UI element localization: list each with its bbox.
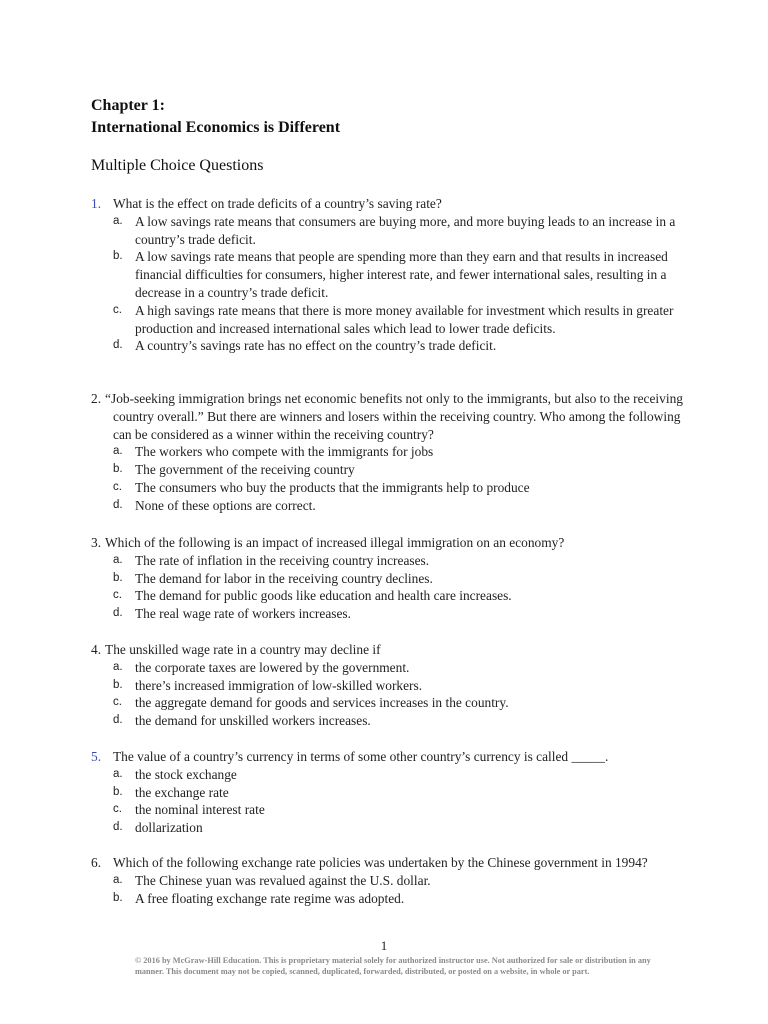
question-5 <box>91 748 691 837</box>
option-d <box>91 819 691 837</box>
option-text: The workers who compete with the immigrants for jobs <box>135 444 434 460</box>
option-list <box>91 659 691 730</box>
option-text: The rate of inflation in the receiving country increases. <box>135 552 430 568</box>
option-text: dollarization <box>135 820 203 836</box>
option-d <box>91 497 691 515</box>
option-letter: c. <box>113 480 122 493</box>
option-letter: d. <box>113 821 123 834</box>
option-text: the demand for unskilled workers increases. <box>135 713 371 729</box>
option-b <box>91 784 691 802</box>
page-number: 1 <box>380 938 388 953</box>
option-text: A low savings rate means that consumers are buying more, and more buying leads to an increase in a country’s trade deficit. <box>135 213 676 247</box>
option-text: The demand for public goods like education and health care increases. <box>135 588 512 604</box>
option-letter: c. <box>113 589 122 602</box>
option-letter: d. <box>113 714 123 727</box>
chapter-number: Chapter 1: <box>91 97 165 114</box>
option-text: there’s increased immigration of low-skilled workers. <box>135 677 423 693</box>
question-number: 3. <box>91 535 102 550</box>
option-letter: b. <box>113 891 123 904</box>
question-stem: The value of a country’s currency in terms of some other country’s currency is called _____. <box>113 749 609 764</box>
section-title: Multiple Choice Questions <box>91 157 264 174</box>
question-number: 5. <box>91 749 102 764</box>
question-number: 4. <box>91 642 102 657</box>
option-letter: a. <box>113 214 123 227</box>
option-text: The consumers who buy the products that the immigrants help to produce <box>135 479 530 495</box>
option-text: A high savings rate means that there is more money available for investment which results in greater production and increased international sales which lead to lower trade deficits. <box>135 302 674 336</box>
option-text: The demand for labor in the receiving country declines. <box>135 570 433 586</box>
option-letter: b. <box>113 463 123 476</box>
question-stem: “Job-seeking immigration brings net economic benefits not only to the immigrants, but also to the receiving country overall.” But there are winners and losers within the receiving country. Who among the following can be considered as a winner within the receiving country? <box>105 391 683 442</box>
question-stem: Which of the following exchange rate policies was undertaken by the Chinese government in 1994? <box>113 855 648 870</box>
option-letter: d. <box>113 607 123 620</box>
option-a <box>91 872 691 890</box>
question-6 <box>91 854 691 907</box>
option-letter: c. <box>113 303 122 316</box>
option-list <box>91 443 691 514</box>
option-a <box>91 213 691 249</box>
option-c <box>91 302 691 338</box>
option-letter: b. <box>113 785 123 798</box>
question-3 <box>91 534 691 623</box>
option-c <box>91 694 691 712</box>
option-list <box>91 213 691 355</box>
option-text: None of these options are correct. <box>135 497 316 513</box>
chapter-title: International Economics is Different <box>91 119 341 136</box>
option-list <box>91 766 691 837</box>
option-b <box>91 570 691 588</box>
option-letter: d. <box>113 498 123 511</box>
question-4 <box>91 641 691 730</box>
option-letter: c. <box>113 803 122 816</box>
option-a <box>91 659 691 677</box>
option-letter: b. <box>113 250 123 263</box>
option-text: A country’s savings rate has no effect on the country’s trade deficit. <box>135 338 497 354</box>
option-b <box>91 461 691 479</box>
option-text: the aggregate demand for goods and services increases in the country. <box>135 695 509 711</box>
option-text: the exchange rate <box>135 784 229 800</box>
option-text: The real wage rate of workers increases. <box>135 606 351 622</box>
option-text: A free floating exchange rate regime was adopted. <box>135 890 405 906</box>
option-list <box>91 552 691 623</box>
option-c <box>91 587 691 605</box>
option-text: The government of the receiving country <box>135 462 355 478</box>
option-letter: a. <box>113 445 123 458</box>
option-text: The Chinese yuan was revalued against the U.S. dollar. <box>135 872 431 888</box>
option-letter: a. <box>113 660 123 673</box>
option-a <box>91 443 691 461</box>
option-a <box>91 552 691 570</box>
option-a <box>91 766 691 784</box>
option-letter: b. <box>113 678 123 691</box>
question-number: 2. <box>91 391 102 406</box>
question-number: 1. <box>91 196 102 211</box>
option-letter: a. <box>113 767 123 780</box>
copyright-notice: © 2016 by McGraw-Hill Education. This is proprietary material solely for authorized instructor use. Not authorized for sale or distribution in any manner. This document may not be copied, scanned, duplicated, forwarded, distributed, or posted on a website, in whole or part. <box>135 956 651 976</box>
option-letter: c. <box>113 696 122 709</box>
option-list <box>91 872 691 908</box>
option-text: A low savings rate means that people are spending more than they earn and that results in increased financial difficulties for consumers, higher interest rate, and fewer international sales, resulting in a decrease in a country’s trade deficit. <box>135 249 668 300</box>
option-letter: a. <box>113 873 123 886</box>
option-text: the nominal interest rate <box>135 802 265 818</box>
option-c <box>91 801 691 819</box>
option-c <box>91 479 691 497</box>
option-text: the corporate taxes are lowered by the government. <box>135 659 410 675</box>
option-b <box>91 677 691 695</box>
option-letter: d. <box>113 339 123 352</box>
option-d <box>91 605 691 623</box>
question-1 <box>91 195 691 355</box>
option-text: the stock exchange <box>135 766 237 782</box>
question-2 <box>91 390 691 515</box>
option-letter: b. <box>113 571 123 584</box>
question-stem: The unskilled wage rate in a country may decline if <box>105 642 381 657</box>
chapter-heading <box>91 95 340 139</box>
question-stem: Which of the following is an impact of increased illegal immigration on an economy? <box>105 535 565 550</box>
question-number: 6. <box>91 855 102 870</box>
option-b <box>91 890 691 908</box>
option-b <box>91 248 691 301</box>
option-d <box>91 712 691 730</box>
option-d <box>91 337 691 355</box>
question-stem: What is the effect on trade deficits of a country’s saving rate? <box>113 196 442 211</box>
option-letter: a. <box>113 553 123 566</box>
